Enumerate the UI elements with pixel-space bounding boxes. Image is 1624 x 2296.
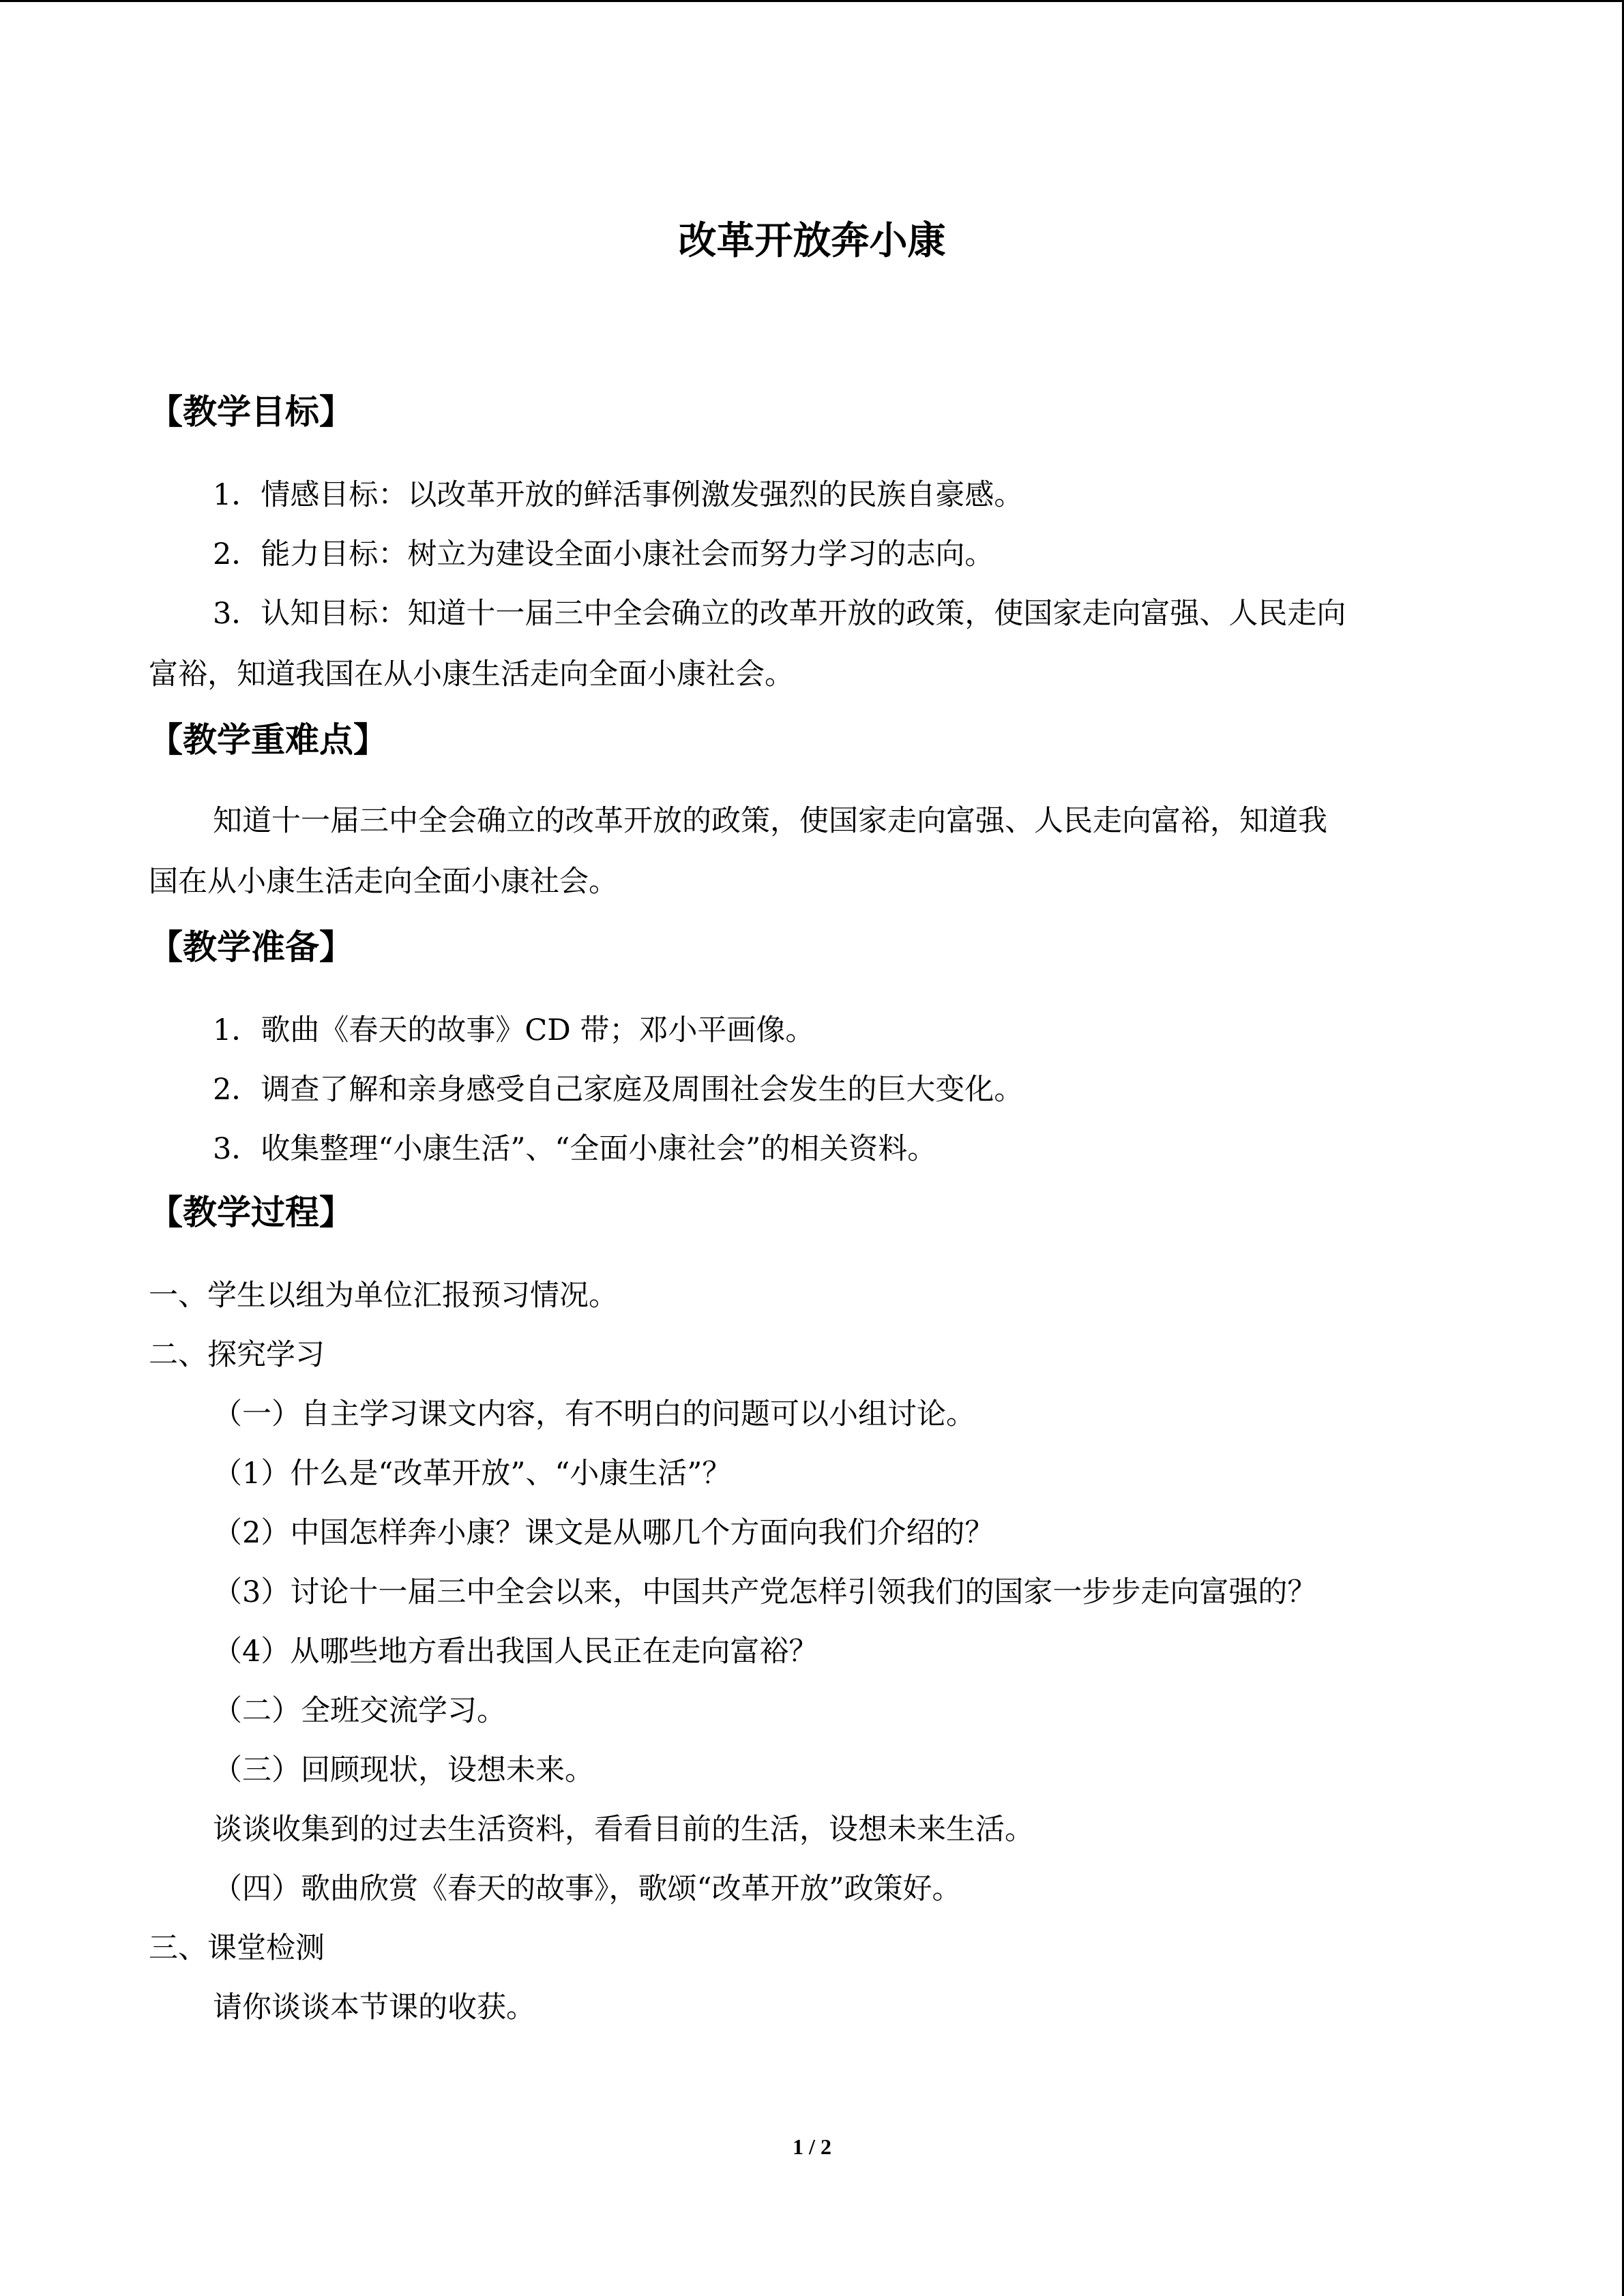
section-heading-process: 【教学过程】: [149, 1193, 353, 1232]
key-points-line-2: 国在从小康生活走向全面小康社会。: [149, 865, 618, 899]
process-line-12: 三、课堂检测: [149, 1931, 325, 1965]
process-line-13: 请你谈谈本节课的收获。: [213, 1991, 535, 2025]
process-line-1: 一、学生以组为单位汇报预习情况。: [149, 1279, 618, 1313]
preparation-item-3: 3．收集整理“小康生活”、“全面小康社会”的相关资料。: [213, 1132, 937, 1166]
process-line-7: （4）从哪些地方看出我国人民正在走向富裕？: [213, 1635, 818, 1669]
goal-item-3: 3．认知目标：知道十一届三中全会确立的改革开放的政策，使国家走向富强、人民走向: [213, 597, 1346, 631]
page-number: 1 / 2: [793, 2134, 831, 2159]
process-line-2: 二、探究学习: [149, 1338, 325, 1372]
goal-item-3-continued: 富裕，知道我国在从小康生活走向全面小康社会。: [149, 657, 794, 691]
section-heading-goals: 【教学目标】: [149, 392, 353, 432]
preparation-item-1: 1．歌曲《春天的故事》CD 带；邓小平画像。: [213, 1013, 815, 1047]
key-points-line-1: 知道十一届三中全会确立的改革开放的政策，使国家走向富强、人民走向富裕，知道我: [213, 804, 1327, 838]
document-title: 改革开放奔小康: [678, 219, 946, 263]
process-line-3: （一）自主学习课文内容，有不明白的问题可以小组讨论。: [213, 1397, 975, 1431]
section-heading-preparation: 【教学准备】: [149, 927, 353, 967]
process-line-11: （四）歌曲欣赏《春天的故事》，歌颂“改革开放”政策好。: [213, 1872, 962, 1906]
goal-item-2: 2．能力目标：树立为建设全面小康社会而努力学习的志向。: [213, 537, 994, 571]
process-line-4: （1）什么是“改革开放”、“小康生活”？: [213, 1457, 732, 1491]
process-line-10: 谈谈收集到的过去生活资料，看看目前的生活，设想未来生活。: [213, 1813, 1034, 1847]
process-line-8: （二）全班交流学习。: [213, 1694, 506, 1728]
process-line-6: （3）讨论十一届三中全会以来，中国共产党怎样引领我们的国家一步步走向富强的？: [213, 1575, 1317, 1609]
preparation-item-2: 2．调查了解和亲身感受自己家庭及周围社会发生的巨大变化。: [213, 1073, 1024, 1107]
process-line-5: （2）中国怎样奔小康？课文是从哪几个方面向我们介绍的？: [213, 1516, 994, 1550]
goal-item-1: 1．情感目标：以改革开放的鲜活事例激发强烈的民族自豪感。: [213, 478, 1024, 512]
section-heading-key-points: 【教学重难点】: [149, 720, 387, 760]
process-line-9: （三）回顾现状，设想未来。: [213, 1753, 594, 1787]
